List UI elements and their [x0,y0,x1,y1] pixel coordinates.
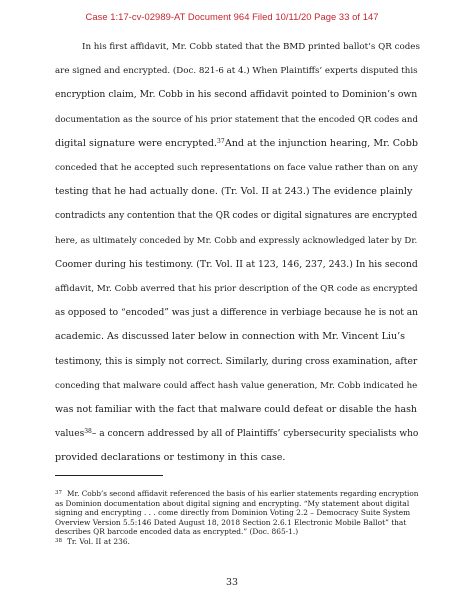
footnote-text-line: signing and encrypting . . . come directly from Dominion Voting 2.2 – Democracy Suite System [55,508,411,518]
body-line: conceding that malware could affect hash value generation, Mr. Cobb indicated he [55,380,418,391]
body-line: as opposed to “encoded” was just a difference in verbiage because he is not an [55,308,419,319]
body-line: encryption claim, Mr. Cobb in his second affidavit pointed to Dominion’s own [55,89,418,101]
footnotes [55,489,418,547]
footnote-38 [55,537,418,547]
body-text-fragment: digital signature were encrypted. [55,137,217,149]
body-line: was not familiar with the fact that malware could defeat or disable the hash [55,404,417,416]
body-line: testing that he had actually done. (Tr. Vol. II at 243.) The evidence plainly [55,186,413,198]
body-line: affidavit, Mr. Cobb averred that his prior description of the QR code as encrypted [55,284,418,295]
footnote-ref-38[interactable]: 38 [84,428,92,436]
footnote-text-line: describes QR barcode encoded data as encrypted.” (Doc. 865-1.) [55,527,299,537]
body-line [55,422,418,446]
footnote-text-line: as Dominion documentation about digital signing and encrypting. “My statement about digital [55,498,410,508]
footnote-ref-37[interactable]: 37 [217,137,225,145]
body-text-fragment: values [55,429,85,440]
body-line: conceded that he accepted such representations on face value rather than on any [55,163,418,174]
body-text-fragment: – a concern addressed by all of Plaintiffs’ cybersecurity specialists who [91,429,419,440]
body-line: contradicts any contention that the QR codes or digital signatures are encrypted [55,211,418,222]
footnote-37 [55,489,418,499]
page-number: 33 [226,577,238,588]
body-text [55,35,418,471]
body-line: are signed and encrypted. (Doc. 821-6 at 4.) When Plaintiffs’ experts disputed this [55,66,418,77]
footnote-number: 38 [55,537,62,544]
footnote-text-line: Mr. Cobb’s second affidavit referenced the basis of his earlier statements regarding encryption [67,489,419,498]
body-line: testimony, this is simply not correct. Similarly, during cross examination, after [55,356,418,367]
body-text-fragment: provided declarations or testimony in this case. [55,452,286,464]
footnote-text-line: Overview Version 5.5:146 Dated August 18, 2018 Section 2.6.1 Electronic Mobile Ballot” that [55,517,407,527]
body-line: here, as ultimately conceded by Mr. Cobb and expressly acknowledged later by Dr. [55,235,418,246]
footnote-number: 37 [55,490,62,496]
body-text-fragment: And at the injunction hearing, Mr. Cobb [224,137,418,149]
case-header: Case 1:17-cv-02989-AT Document 964 Filed 10/11/20 Page 33 of 147 [85,11,379,22]
footnote-divider [55,475,163,476]
body-line: In his first affidavit, Mr. Cobb stated that the BMD printed ballot’s QR codes [82,42,420,52]
body-line: Coomer during his testimony. (Tr. Vol. II at 123, 146, 237, 243.) In his second [55,258,418,270]
body-line: documentation as the source of his prior statement that the encoded QR codes and [55,114,418,125]
body-line [55,446,418,470]
footnote-text-line: Tr. Vol. II at 236. [67,536,130,546]
body-line: academic. As discussed later below in connection with Mr. Vincent Liu’s [55,331,406,343]
body-line [55,132,418,156]
